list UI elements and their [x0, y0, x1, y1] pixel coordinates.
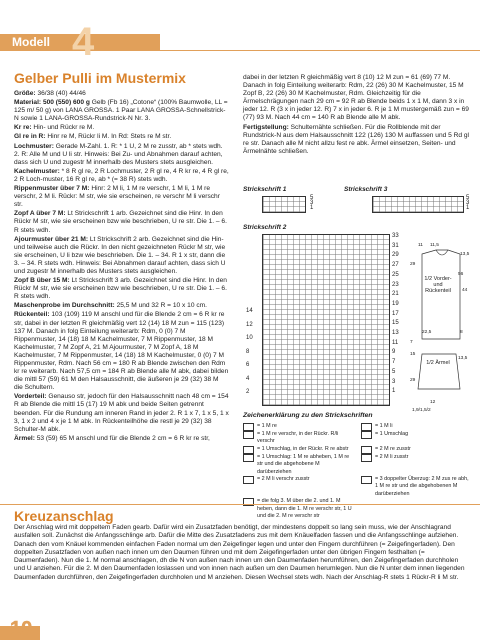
- paragraph-key: Zopf B über 15 M:: [14, 277, 70, 285]
- schematic-measure: 29: [410, 378, 416, 383]
- paragraph-key: Lochmuster:: [14, 142, 54, 150]
- model-number: 4: [72, 20, 95, 64]
- legend-item: [361, 454, 473, 476]
- instruction-paragraph: [14, 277, 229, 301]
- row-number: 9: [392, 349, 396, 356]
- legend-text: = 2 M li verschr zusstr: [257, 476, 310, 483]
- legend-symbol-icon: [361, 423, 372, 431]
- paragraph-text: dabei in der letzten R gleichmäßig vert 8 (10) 12 M zun = 61 (69) 77 M. Danach in folg Einteilung weiterarb: Rdm, 22 (26) 30 M Kachelmuster, 15 M Zopf B, 22 (26) 30 M Kachelmuster, Rdm. Gleichzeitig für die Ärmelschrägungen nach 29 cm = 92 R ab Blende beids 1 x 1 M, dann 3 x in jeder 12. R (3 x in jeder 12. R) 7 x in jeder 6. R je 1 M mustergemäß zun = 69 (77) 93 M. Nach 44 cm = 140 R ab Blende alle M abk.: [243, 74, 469, 122]
- row-number: 1: [310, 205, 314, 211]
- schematic-part-label: 1/2 Vorder- und Rückenteil: [424, 276, 452, 294]
- paragraph-text: Lt Strickschrift 2 arb. Gezeichnet sind die Hin- und teilweise auch die Rückr. In den nicht gezeichneten Rückr M str, wie sie erscheinen, U li bzw wie beschrieben. Die 1. – 34. R 1 x str, dann die 3. – 34. R stets wdh. Hinweis: Bei Abnahmen darauf achten, dass sich U und zugestr M innerhalb des Musters stets ausgleichen.: [14, 235, 226, 275]
- schematic-measure: 44: [462, 288, 468, 293]
- schematic-measure: 8: [460, 330, 463, 335]
- row-number: 5: [392, 368, 396, 375]
- page-header: [0, 22, 480, 64]
- section-title: Kreuzanschlag: [14, 508, 114, 524]
- row-number: 29: [392, 252, 399, 259]
- legend-text: = 1 M li: [375, 423, 393, 429]
- instruction-paragraph: [14, 311, 229, 392]
- paragraph-text: 53 (59) 65 M anschl und für die Blende 2 cm = 6 R kr re str,: [34, 434, 210, 442]
- schematic-measure: 11: [418, 243, 423, 248]
- row-number: 21: [392, 291, 399, 298]
- paragraph-text: Lt Strickschrift 3 arb. Gezeichnet sind die Hinr. In den Rückr M str, wie sie erscheinen bzw wie beschrieben, U re str. Die 1. – 6. R stets wdh.: [14, 277, 227, 301]
- legend-text: = 1 Umschlag, in der Rückr. R re abstr: [257, 445, 349, 452]
- schematic-measure: 22,5: [422, 330, 432, 335]
- schematic-measure: 29: [410, 262, 416, 267]
- legend-title: Zeichenerklärung zu den Strickschriften: [243, 412, 373, 419]
- paragraph-text: 36/38 (40) 44/46: [35, 90, 86, 97]
- instruction-paragraph: [14, 236, 229, 276]
- chart2-label: Strickschrift 2: [243, 224, 287, 231]
- row-number: 33: [392, 233, 399, 239]
- legend-text: = 1 M re: [257, 423, 277, 429]
- legend-symbol-icon: [243, 446, 254, 454]
- instruction-paragraph: [14, 168, 229, 184]
- row-number: 31: [392, 242, 399, 249]
- row-number: 7: [392, 359, 396, 366]
- row-number: 5: [466, 195, 470, 201]
- schematic-measure: 13,5: [458, 356, 468, 361]
- row-number: 6: [246, 362, 250, 368]
- schematic-measure: 7: [410, 340, 413, 345]
- legend-item: [361, 446, 473, 454]
- paragraph-key: Rippenmuster über 7 M:: [14, 185, 90, 193]
- row-number: 3: [392, 378, 396, 385]
- legend-item: [243, 446, 355, 454]
- legend-symbol-icon: [361, 476, 372, 484]
- row-number: 23: [392, 281, 399, 288]
- legend-symbol-icon: [361, 454, 372, 462]
- instruction-paragraph: [14, 124, 229, 132]
- row-number: 15: [392, 320, 399, 327]
- chart1-label: Strickschrift 1: [243, 186, 287, 193]
- paragraph-key: Gl re in R:: [14, 133, 46, 141]
- paragraph-key: Ajourmuster über 21 M:: [14, 235, 89, 243]
- paragraph-text: Gerade M-Zahl. 1. R: * 1 U, 2 M re zusstr, ab * stets wdh. 2. R: Alle M und U li str. Hinweis: Bei Zu- und Abnahmen darauf achten, dass sich U und zugestr M innerhalb des Musters stets ausgleichen.: [14, 142, 223, 166]
- legend-symbol-icon: [243, 498, 254, 506]
- instruction-paragraph: [14, 133, 229, 141]
- legend-text: = 1 M re verschr, in der Rückr. R/li verschr: [257, 431, 339, 445]
- paragraph-text: Hinr: 2 M li, 1 M re verschr, 1 M li, 1 M re verschr, 2 M li. Rückr: M str, wie sie erscheinen, re verschr M li verschr str.: [14, 185, 220, 209]
- legend-symbol-icon: [243, 476, 254, 484]
- instruction-paragraph: [14, 393, 229, 433]
- legend-item: [243, 454, 355, 476]
- paragraph-text: 25,5 M und 32 R = 10 x 10 cm.: [114, 302, 207, 310]
- paragraph-key: Maschenprobe im Durchschnitt:: [14, 302, 115, 310]
- paragraph-key: Rückenteil:: [14, 311, 50, 319]
- paragraph-key: Ärmel:: [14, 434, 35, 442]
- legend-item: [243, 476, 355, 498]
- legend-symbol-icon: [361, 431, 372, 439]
- page-number: 10: [10, 618, 33, 640]
- instruction-paragraph: [243, 74, 471, 123]
- paragraph-key: Fertigstellung:: [243, 123, 289, 131]
- row-number: 11: [392, 339, 399, 346]
- paragraph-key: Vorderteil:: [14, 393, 47, 401]
- legend-symbol-icon: [243, 423, 254, 431]
- schematic-measure: 15: [410, 352, 416, 357]
- row-number: 12: [246, 321, 253, 328]
- row-number: 5: [310, 195, 314, 201]
- paragraph-text: Genauso str, jedoch für den Halsausschnitt nach 48 cm = 154 R ab Blende die mittl 15 (17) 19 M abk und beide Seiten getrennt beenden. Für die Rundung am inneren Rand in jeder 2. R 1 x 7, 1 x 5, 1 x 3, 1 x 2 und 4 x je 1 M abk. In Rückenteilhöhe die restl je 29 (32) 38 Schulter-M abk.: [14, 393, 229, 433]
- instructions-right-column: [243, 74, 471, 157]
- schematic-measure: 11,5: [430, 243, 439, 248]
- chart2-grid: [262, 234, 390, 406]
- schematic-measure: 56: [458, 272, 464, 277]
- legend-text: = 2 M li zusstr: [375, 453, 409, 460]
- legend-item: [243, 431, 355, 446]
- legend-item: [243, 498, 355, 520]
- schematic-measure: 13,5: [460, 252, 470, 257]
- row-number: 1: [392, 388, 396, 395]
- paragraph-key: Kr re:: [14, 124, 32, 132]
- row-number: 27: [392, 262, 399, 269]
- row-number: 3: [310, 200, 314, 206]
- paragraph-text: Lt Strickschrift 1 arb. Gezeichnet sind die Hinr. In den Rückr M str, wie sie erscheinen bzw wie beschrieben, U re str. Die 1. – 6. R stets wdh.: [14, 210, 227, 234]
- chart3-grid: [372, 196, 464, 213]
- instruction-paragraph: [14, 143, 229, 167]
- row-number: 4: [246, 375, 250, 382]
- legend-symbol-icon: [243, 454, 254, 462]
- legend-item: [361, 431, 473, 446]
- row-number: 13: [392, 330, 399, 336]
- legend-text: = 3 doppelter Überzug: 2 M zus re abh, 1 M re str und die abgehobenen M darüberziehen: [375, 476, 469, 497]
- instruction-paragraph: [14, 302, 229, 310]
- legend-symbol-icon: [361, 446, 372, 454]
- instruction-paragraph: [14, 185, 229, 209]
- legend-item: [361, 423, 473, 431]
- row-number: 3: [466, 200, 470, 206]
- paragraph-text: 103 (109) 119 M anschl und für die Blende 2 cm = 6 R kr re str, dabei in der letzten R gleichmäßig vert 12 (14) 18 M zun = 115 (123) 137 M. Danach in folg Einteilung weiterarb: Rdm, 0 (0) 7 M Rippenmuster, 14 (18) 18 M Kachelmuster, 7 M Rippenmuster, 18 M Kachelmuster, 7 M Zopf A, 21 M Ajourmuster, 7 M Zopf A, 18 M Kachelmuster, 7 M Rippenmuster, 14 (18) 18 M Kachelmuster, 0 (0) 7 M Rippenmuster, Rdm. Nach 56 cm = 180 R ab Blende zwischen den Rdm kr re weiterarb. Nach 57,5 cm = 184 R ab Blende alle M abk, dabei bilden die mittl 57 (59) 61 M den Halsausschnitt, die äußeren je 29 (32) 38 M die Schultern.: [14, 311, 229, 392]
- schematic-measure: 1,9/1,5/2: [412, 408, 431, 413]
- instruction-paragraph: [14, 435, 229, 443]
- legend-text: = 1 Umschlag: [375, 431, 409, 437]
- paragraph-text: * 8 R gl re, 2 R Lochmuster, 2 R gl re, 4 R kr re, 4 R gl re, 2 R Loch-muster, 16 R gl re, ab * (= 38 R) stets wdh.: [14, 167, 229, 183]
- section-text: Der Anschlag wird mit doppeltem Faden gearb. Dafür wird ein Zusatzfaden benötigt, der mindestens doppelt so lang sein muss, wie der Anschlagrand ausfallen soll. Zunächst die Anfangsschlinge arb. Dafür die Mitte des Zusatzfadens zus mit dem Knäuelfaden fassen und die Anfangsschlinge aufziehen. Danach den vom Knäuel kommenden einfachen Faden normal um den Zeigefinger legen und unter den Fingern durchführen (= Zeigefingerfaden). Den doppelten Zusatzfaden von außen nach innen um den Daumen führen und mit dem Zeigefingerfaden unter den übrigen Fingern festhalten (= Daumenfaden). Nun die 1. M normal anschlagen, dh die N von außen nach innen um den Daumenfaden herumführen, den Zeigefingerfaden durchholen und U anziehen. Für die 2. M den Daumenfaden loslassen und von innen nach außen um den Daumen herumlegen. Nun die N unter dem innen liegenden Daumenfaden durchführen, den Zeigefingerfaden durchholen und M anziehen. Diesen Wechsel stets wdh. Nach der Anschlag-R stets 1 Rückr-R li M str.: [14, 524, 465, 581]
- instruction-paragraph: [14, 99, 229, 123]
- row-number: 10: [246, 335, 253, 341]
- schematic-measure: 12: [430, 400, 436, 405]
- legend-item: [361, 476, 473, 498]
- legend-symbol-icon: [243, 431, 254, 439]
- header-label: Modell: [12, 35, 50, 49]
- row-number: 17: [392, 310, 399, 317]
- instructions-left-column: [14, 90, 229, 444]
- instruction-paragraph: [243, 124, 471, 156]
- symbol-legend: [243, 423, 473, 520]
- paragraph-key: Material: 500 (550) 600 g: [14, 99, 90, 107]
- schematic-part-label: 1/2 Ärmel: [426, 360, 450, 366]
- row-number: 25: [392, 271, 399, 278]
- garment-schematic: [408, 244, 474, 404]
- legend-text: = 2 M re zusstr: [375, 445, 411, 452]
- legend-item: [243, 423, 355, 431]
- pattern-title: Gelber Pulli im Mustermix: [14, 70, 186, 86]
- row-number: 2: [246, 389, 250, 395]
- row-number: 8: [246, 348, 250, 355]
- instruction-paragraph: [14, 210, 229, 234]
- paragraph-text: Hin- und Rückr re M.: [31, 124, 95, 132]
- chart3-label: Strickschrift 3: [344, 186, 388, 193]
- legend-text: = die folg 3. M über die 2. und 1. M heben, dann die 1. M re verschr str, 1 U und die 2. M re verschr str: [257, 498, 352, 520]
- paragraph-key: Größe:: [14, 90, 36, 97]
- paragraph-text: Gelb (Fb 16) „Cotone“ (100% Baumwolle, LL = 125 m/ 50 g) von LANA GROSSA. 1 Paar LANA GROSSA-Schnellstrick-N sowie 1 LANA-GROSSA-Rundstrick-N Nr. 3.: [14, 99, 228, 123]
- paragraph-text: Schulternähte schließen. Für die Rollblende mit der Rundstrick-N aus dem Halsausschnitt 122 (126) 130 M auffassen und 5 Rd gl re str. Danach alle M nicht allzu fest re abk. Ärmel einsetzen, Seiten- und Ärmelnähte schließen.: [243, 123, 470, 155]
- row-number: 19: [392, 300, 399, 307]
- page-footer: [0, 614, 480, 640]
- instruction-paragraph: [14, 90, 229, 98]
- paragraph-key: Zopf A über 7 M:: [14, 210, 66, 218]
- legend-text: = 1 Umschlag: 1 M re abheben, 1 M re str und die abgehobene M darüberziehen: [257, 453, 350, 475]
- row-number: 14: [246, 308, 253, 314]
- section-divider: [0, 504, 480, 505]
- chart1-grid: [262, 196, 306, 213]
- row-number: 1: [466, 205, 470, 211]
- paragraph-key: Kachelmuster:: [14, 167, 60, 175]
- paragraph-text: Hinr re M, Rückr li M. In Rd: Stets re M str.: [45, 133, 172, 141]
